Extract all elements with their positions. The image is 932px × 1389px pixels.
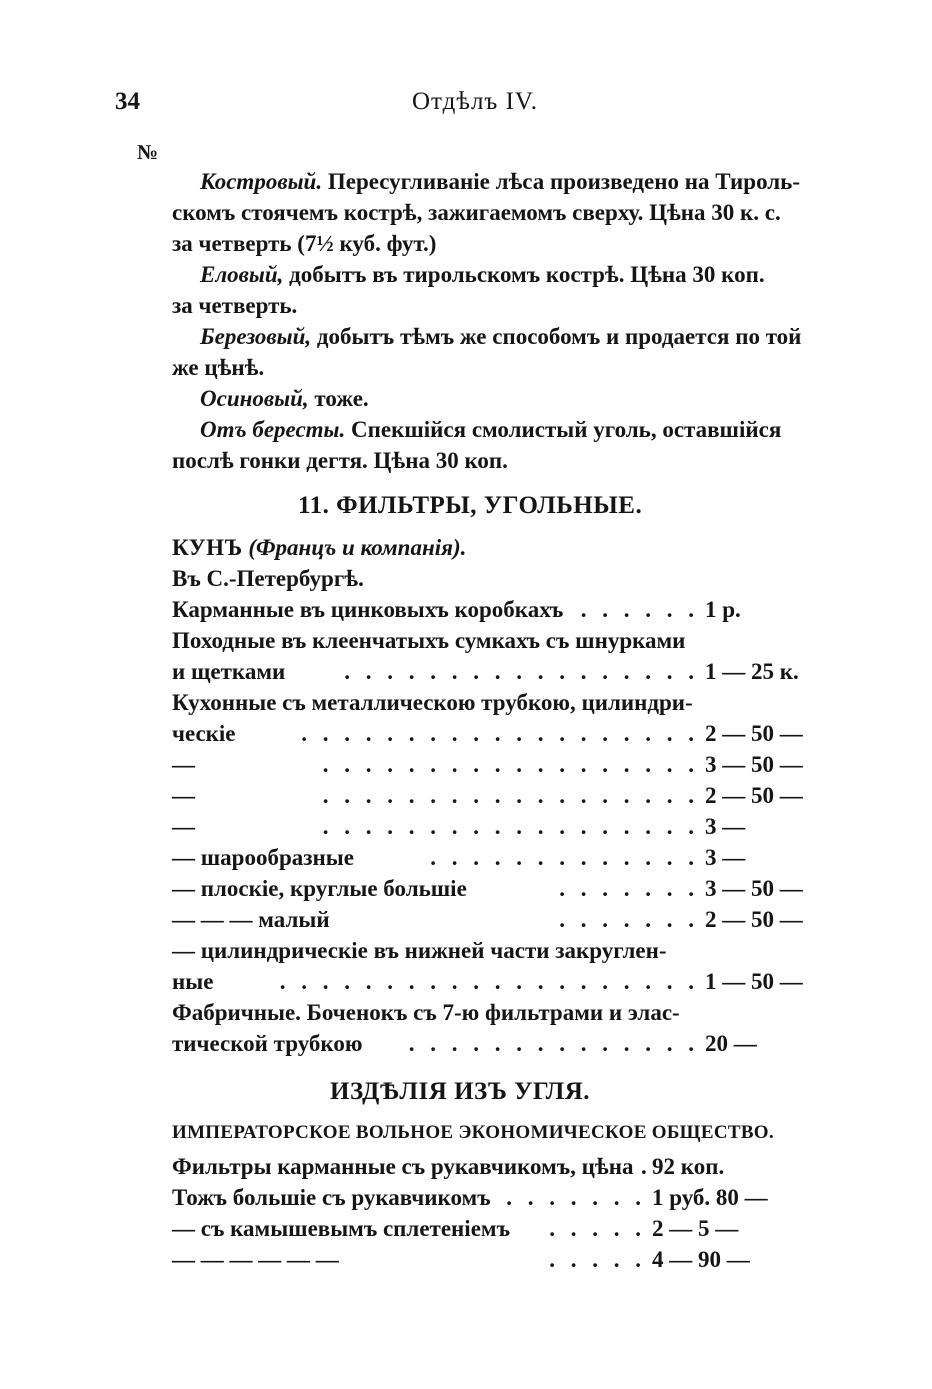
row-label: и щетками (172, 659, 286, 684)
dot-leader: . . . . . . . . . . . . . (430, 845, 699, 870)
row-price: 1 р. (705, 597, 741, 622)
price-row (172, 935, 812, 966)
row-label: Фабричные. Боченокъ съ 7-ю фильтрами и элас- (172, 1000, 680, 1025)
row-label: — (172, 783, 195, 808)
dot-leader: . . . . . (549, 1216, 646, 1241)
row-price: 3 — 50 — (705, 876, 803, 901)
price-row (172, 718, 812, 749)
row-label: — — — — — — (172, 1247, 339, 1272)
row-price: 1 руб. 80 — (652, 1185, 768, 1210)
dot-leader: . . . . . . . . . . . . . . . . . . . (301, 721, 699, 746)
row-label: — съ камышевымъ сплетеніемъ (172, 1216, 510, 1241)
row-price: 2 — 50 — (705, 783, 803, 808)
charcoal-paragraphs (172, 166, 812, 476)
dot-leader: . . . . . . . . . . . . . . . . . . (322, 752, 699, 777)
price-row (172, 687, 812, 718)
dot-leader: . . . . . . . . . . . . . . . . . (344, 659, 699, 684)
numero-sign: № (137, 140, 159, 164)
dot-leader: . . . . . . . (559, 876, 699, 901)
section-header: Отдѣлъ IV. (412, 88, 539, 115)
page-number: 34 (115, 88, 140, 115)
price-row (172, 1244, 812, 1275)
price-row (172, 656, 812, 687)
beresta-line-1: Отъ бересты. Спекшійся смолистый уголь, оставшійся (200, 417, 782, 442)
price-row (172, 1182, 812, 1213)
row-price: 3 — 50 — (705, 752, 803, 777)
row-price: 92 коп. (652, 1154, 725, 1179)
row-label: — цилиндрическіе въ нижней части закруглен- (172, 938, 667, 963)
kostrovy-line-3: за четверть (7½ куб. фут.) (172, 231, 437, 256)
row-price: 20 — (705, 1031, 757, 1056)
dot-leader: . (641, 1154, 652, 1179)
kostrovy-line-1: Костровый. Пересугливаніе лѣса произведено на Тироль- (200, 169, 800, 194)
elovy-line-2: за четверть. (172, 293, 298, 318)
dot-leader: . . . . . . . . . . . . . . . . . . (322, 814, 699, 839)
row-price: 2 — 50 — (705, 721, 803, 746)
row-price: 3 — (705, 845, 746, 870)
row-price: 3 — (705, 814, 746, 839)
row-label: ческіе (172, 721, 236, 746)
row-label: Карманные въ цинковыхъ коробкахъ (172, 597, 564, 622)
berezovy-line-1: Березовый, добытъ тѣмъ же способомъ и продается по той (200, 324, 802, 349)
row-label: — шарообразные (172, 845, 354, 870)
dot-leader: . . . . . (549, 1247, 646, 1272)
osinovy-line: Осиновый, тоже. (200, 386, 369, 411)
row-label: Тожъ большіе съ рукавчикомъ (172, 1185, 491, 1210)
price-row (172, 873, 812, 904)
price-row (172, 780, 812, 811)
price-row (172, 966, 812, 997)
kostrovy-line-2: скомъ стоячемъ кострѣ, зажигаемомъ сверху. Цѣна 30 к. с. (172, 200, 781, 225)
price-row (172, 1151, 812, 1182)
dot-leader: . . . . . . (580, 597, 699, 622)
row-label: ные (172, 969, 214, 994)
price-row (172, 1213, 812, 1244)
row-label: Кухонные съ металлическою трубкою, цилиндри- (172, 690, 693, 715)
row-price: 2 — 5 — (652, 1216, 739, 1241)
row-price: 1 — 50 — (705, 969, 803, 994)
row-label: Походные въ клеенчатыхъ сумкахъ съ шнурками (172, 628, 686, 653)
section-11-maker (172, 532, 812, 563)
row-price: 1 — 25 к. (705, 659, 799, 684)
row-label: Фильтры карманные съ рукавчикомъ, цѣна (172, 1154, 634, 1179)
maker-name: КУНЪ (172, 535, 243, 560)
price-row (172, 904, 812, 935)
row-label: — (172, 752, 195, 777)
dot-leader: . . . . . . . (506, 1185, 646, 1210)
elovy-line-1: Еловый, добытъ въ тирольскомъ кострѣ. Цѣна 30 коп. (200, 262, 765, 287)
society-name: ИМПЕРАТОРСКОЕ ВОЛЬНОЕ ЭКОНОМИЧЕСКОЕ ОБЩЕСТВО. (172, 1122, 774, 1143)
section-11-title: 11. ФИЛЬТРЫ, УГОЛЬНЫЕ. (298, 492, 643, 519)
price-row (172, 625, 812, 656)
price-row (172, 594, 812, 625)
dot-leader: . . . . . . . . . . . . . . (408, 1031, 699, 1056)
berezovy-line-2: же цѣнѣ. (172, 355, 265, 380)
row-price: 2 — 50 — (705, 907, 803, 932)
row-label: — плоскіе, круглые большіе (172, 876, 467, 901)
dot-leader: . . . . . . . . . . . . . . . . . . (322, 783, 699, 808)
section-11-city: Въ С.-Петербургѣ. (172, 566, 364, 591)
row-label: тической трубкою (172, 1031, 363, 1056)
row-price: 4 — 90 — (652, 1247, 750, 1272)
price-row (172, 1028, 812, 1059)
price-row (172, 749, 812, 780)
price-row (172, 842, 812, 873)
dot-leader: . . . . . . . . . . . . . . . . . . . . (279, 969, 699, 994)
beresta-line-2: послѣ гонки дегтя. Цѣна 30 коп. (172, 448, 508, 473)
section-ugol-title: ИЗДѢЛІЯ ИЗЪ УГЛЯ. (330, 1078, 591, 1105)
row-label: — (172, 814, 195, 839)
price-row (172, 811, 812, 842)
row-label: — — — малый (172, 907, 330, 932)
maker-note: (Францъ и компанія). (248, 535, 467, 560)
price-row (172, 997, 812, 1028)
dot-leader: . . . . . . . (559, 907, 699, 932)
